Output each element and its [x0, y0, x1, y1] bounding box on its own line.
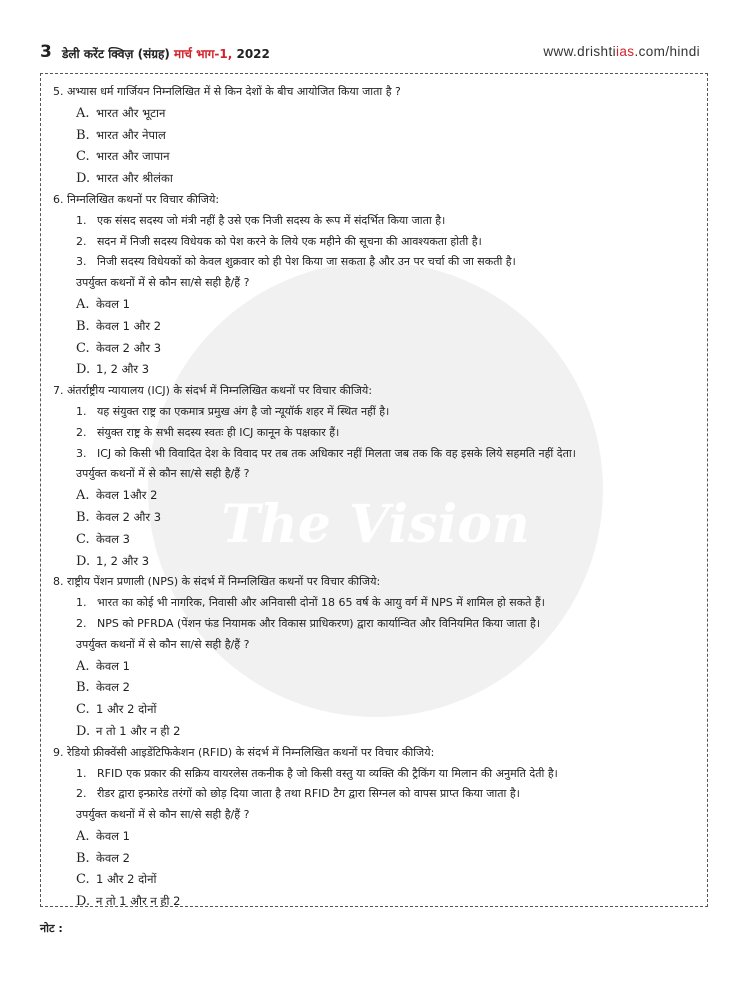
answer-option: [76, 677, 693, 699]
answer-option: [76, 103, 693, 125]
question-block: [53, 743, 693, 913]
question-text: 8. राष्ट्रीय पेंशन प्रणाली (NPS) के संदर्भ में निम्नलिखित कथनों पर विचार कीजिये:: [53, 575, 381, 589]
answer-option: [76, 125, 693, 147]
option-letter: D.: [76, 723, 91, 739]
statement-text: रीडर द्वारा इन्फ्रारेड तरंगों को छोड़ दिया जाता है तथा RFID टैग द्वारा सिग्नल को वापस प्राप्त किया जाता है।: [97, 787, 520, 801]
question-prompt: उपर्युक्त कथनों में से कौन सा/से सही है/हैं ?: [76, 637, 250, 651]
option-letter: D.: [76, 894, 91, 910]
option-text: भारत और श्रीलंका: [96, 171, 173, 186]
option-text: भारत और जापान: [96, 149, 170, 164]
note-label: नोट :: [40, 922, 63, 935]
watermark-text: The Vision: [221, 494, 530, 555]
option-text: केवल 1: [96, 828, 130, 843]
statement: [76, 211, 693, 232]
statement: [76, 252, 693, 273]
answer-option: [76, 891, 693, 913]
statement-number: 3.: [76, 255, 87, 269]
statement: [76, 423, 693, 444]
option-text: केवल 1: [96, 658, 130, 673]
title-year: 2022: [236, 47, 270, 61]
answer-option: [76, 869, 693, 891]
option-text: 1 और 2 दोनों: [96, 872, 157, 887]
option-letter: A.: [76, 296, 90, 312]
option-letter: B.: [76, 850, 90, 866]
title-main: डेली करेंट क्विज़ (संग्रह): [62, 47, 170, 61]
option-text: न तो 1 और न ही 2: [96, 894, 181, 909]
statement-number: 3.: [76, 446, 87, 460]
option-text: 1 और 2 दोनों: [96, 702, 157, 717]
statement-text: निजी सदस्य विधेयकों को केवल शुक्रवार को ही पेश किया जा सकता है और उन पर चर्चा की जा सकती है।: [97, 255, 516, 269]
answer-option: [76, 316, 693, 338]
statement: [76, 444, 693, 465]
option-letter: A.: [76, 828, 90, 844]
quiz-content: [53, 82, 693, 913]
statement-number: 1.: [76, 766, 87, 780]
option-text: भारत और भूटान: [96, 105, 166, 120]
option-letter: A.: [76, 105, 90, 121]
statement-number: 1.: [76, 404, 87, 418]
site-suffix: .com/hindi: [634, 44, 700, 59]
option-text: केवल 2 और 3: [96, 340, 162, 355]
answer-option: [76, 656, 693, 678]
statement: [76, 232, 693, 253]
option-letter: B.: [76, 127, 90, 143]
option-letter: C.: [76, 702, 90, 718]
statement-text: यह संयुक्त राष्ट्र का एकमात्र प्रमुख अंग है जो न्यूयॉर्क शहर में स्थित नहीं है।: [97, 404, 390, 418]
option-text: केवल 3: [96, 531, 130, 546]
site-highlight: ias: [616, 44, 635, 59]
option-text: केवल 2 और 3: [96, 509, 162, 524]
option-text: 1, 2 और 3: [96, 553, 150, 568]
option-text: केवल 1और 2: [96, 488, 158, 503]
answer-option: [76, 529, 693, 551]
option-text: भारत और नेपाल: [96, 127, 166, 142]
option-letter: C.: [76, 872, 90, 888]
statement-text: एक संसद सदस्य जो मंत्री नहीं है उसे एक निजी सदस्य के रूप में संदर्भित किया जाता है।: [97, 213, 446, 227]
statement-number: 2.: [76, 234, 87, 248]
answer-option: [76, 146, 693, 168]
option-letter: C.: [76, 340, 90, 356]
answer-option: [76, 848, 693, 870]
document-title: [62, 45, 270, 62]
question-prompt: उपर्युक्त कथनों में से कौन सा/से सही है/हैं ?: [76, 467, 250, 481]
question-block: [53, 82, 693, 190]
answer-option: [76, 551, 693, 573]
statement: [76, 593, 693, 614]
option-text: केवल 2: [96, 850, 130, 865]
statement-number: 2.: [76, 616, 87, 630]
statement: [76, 402, 693, 423]
question-prompt: उपर्युक्त कथनों में से कौन सा/से सही है/हैं ?: [76, 808, 250, 822]
answer-option: [76, 168, 693, 190]
option-letter: D.: [76, 171, 91, 187]
statement-number: 1.: [76, 596, 87, 610]
question-block: [53, 190, 693, 381]
question-prompt: उपर्युक्त कथनों में से कौन सा/से सही है/हैं ?: [76, 276, 250, 290]
option-text: न तो 1 और न ही 2: [96, 723, 181, 738]
page-number: 3: [40, 42, 52, 62]
site-prefix: www.drishti: [543, 44, 616, 59]
option-letter: C.: [76, 531, 90, 547]
answer-option: [76, 507, 693, 529]
statement: [76, 614, 693, 635]
option-letter: B.: [76, 680, 90, 696]
answer-option: [76, 699, 693, 721]
question-text: 6. निम्नलिखित कथनों पर विचार कीजिये:: [53, 192, 220, 206]
answer-option: [76, 294, 693, 316]
page-header: [40, 42, 700, 64]
statement-text: संयुक्त राष्ट्र के सभी सदस्य स्वतः ही ICJ कानून के पक्षकार हैं।: [97, 425, 340, 439]
statement: [76, 784, 693, 805]
question-text: 7. अंतर्राष्ट्रीय न्यायालय (ICJ) के संदर्भ में निम्नलिखित कथनों पर विचार कीजिये:: [53, 384, 373, 398]
option-letter: A.: [76, 488, 90, 504]
option-text: केवल 1: [96, 296, 130, 311]
statement-text: NPS को PFRDA (पेंशन फंड नियामक और विकास प्राधिकरण) द्वारा कार्यान्वित और विनियमित किया जाता है।: [97, 616, 541, 630]
question-block: [53, 572, 693, 742]
answer-option: [76, 359, 693, 381]
option-text: 1, 2 और 3: [96, 362, 150, 377]
answer-option: [76, 485, 693, 507]
option-letter: C.: [76, 149, 90, 165]
answer-option: [76, 338, 693, 360]
question-text: 5. अभ्यास धर्म गार्जियन निम्नलिखित में से किन देशों के बीच आयोजित किया जाता है ?: [53, 85, 401, 98]
title-part: मार्च भाग-1,: [174, 47, 233, 61]
statement-text: ICJ को किसी भी विवादित देश के विवाद पर तब तक अधिकार नहीं मिलता जब तक कि वह इसके लिये सहमति नहीं देता।: [97, 446, 576, 460]
statement-number: 2.: [76, 787, 87, 801]
statement: [76, 764, 693, 785]
statement-number: 1.: [76, 213, 87, 227]
answer-option: [76, 721, 693, 743]
option-text: केवल 1 और 2: [96, 318, 162, 333]
option-text: केवल 2: [96, 680, 130, 695]
option-letter: D.: [76, 362, 91, 378]
option-letter: B.: [76, 318, 90, 334]
question-block: [53, 381, 693, 572]
option-letter: D.: [76, 553, 91, 569]
answer-option: [76, 826, 693, 848]
statement-text: भारत का कोई भी नागरिक, निवासी और अनिवासी दोनों 18 65 वर्ष के आयु वर्ग में NPS में शामिल हो सकते हैं।: [97, 596, 545, 610]
statement-number: 2.: [76, 425, 87, 439]
option-letter: A.: [76, 658, 90, 674]
question-text: 9. रेडियो फ्रीक्वेंसी आइडेंटिफिकेशन (RFID) के संदर्भ में निम्नलिखित कथनों पर विचार कीजिये:: [53, 745, 435, 759]
option-letter: B.: [76, 509, 90, 525]
statement-text: RFID एक प्रकार की सक्रिय वायरलेस तकनीक है जो किसी वस्तु या व्यक्ति की ट्रैकिंग या मिलान की अनुमति देती है।: [97, 766, 558, 780]
statement-text: सदन में निजी सदस्य विधेयक को पेश करने के लिये एक महीने की सूचना की आवश्यकता होती है।: [97, 234, 482, 248]
website-link[interactable]: [543, 44, 700, 59]
